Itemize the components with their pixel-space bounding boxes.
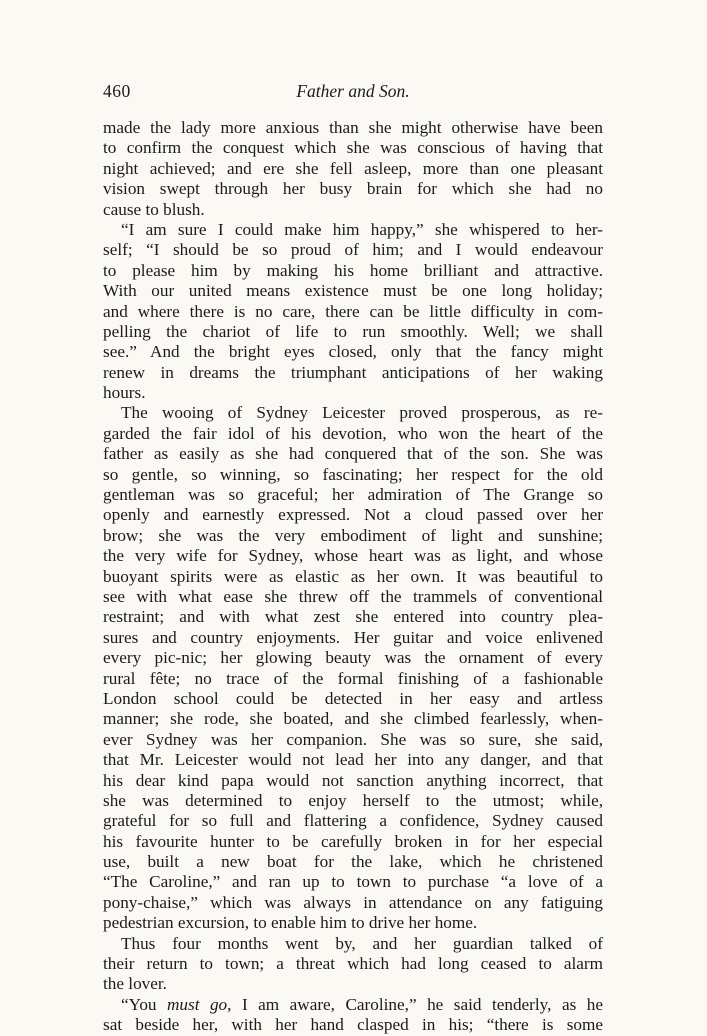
text-line: the very wife for Sydney, whose heart was as light, and whose [103, 546, 603, 566]
text-line: buoyant spirits were as elastic as her own. It was beautiful to [103, 566, 603, 586]
page-number: 460 [103, 81, 131, 101]
text-line: pelling the chariot of life to run smoothly. Well; we shall [103, 321, 603, 341]
text-line: “The Caroline,” and ran up to town to purchase “a love of a [103, 872, 603, 892]
text-line: sures and country enjoyments. Her guitar and voice enlivened [103, 627, 603, 647]
text-line: cause to blush. [103, 199, 205, 219]
text-line: sat beside her, with her hand clasped in his; “there is some [103, 1015, 603, 1035]
text-line: gentleman was so graceful; her admiration of The Grange so [103, 485, 603, 505]
text-line: to please him by making his home brilliant and attractive. [103, 260, 603, 280]
text-line: his favourite hunter to be carefully broken in for her especial [103, 831, 603, 851]
text-line: grateful for so full and flattering a confidence, Sydney caused [103, 811, 603, 831]
text-line: restraint; and with what zest she entered into country plea- [103, 607, 603, 627]
text-line: made the lady more anxious than she might otherwise have been [103, 118, 603, 137]
text-line: see.” And the bright eyes closed, only that the fancy might [103, 342, 603, 362]
text-line: pedestrian excursion, to enable him to drive her home. [103, 913, 478, 933]
text-line: With our united means existence must be one long holiday; [103, 281, 603, 301]
text-line: renew in dreams the triumphant anticipations of her waking [103, 362, 603, 382]
text-line: see with what ease she threw off the trammels of conventional [103, 586, 603, 606]
text-line: brow; she was the very embodiment of light and sunshine; [103, 525, 603, 545]
text-line: “You must go, I am aware, Caroline,” he said tenderly, as he [121, 994, 603, 1014]
text-line: rural fête; no trace of the formal finishing of a fashionable [103, 668, 603, 688]
body-text [103, 118, 603, 1036]
text-line: every pic-nic; her glowing beauty was the ornament of every [103, 648, 603, 668]
text-line: father as easily as she had conquered that of the son. She was [103, 444, 603, 464]
text-line: London school could be detected in her easy and artless [103, 688, 603, 708]
text-line: night achieved; and ere she fell asleep, more than one pleasant [103, 158, 603, 178]
running-title: Father and Son. [296, 81, 410, 101]
text-line: hours. [103, 383, 146, 403]
text-line: his dear kind papa would not sanction anything incorrect, that [103, 770, 603, 790]
text-line: manner; she rode, she boated, and she climbed fearlessly, when- [103, 709, 603, 729]
text-line: The wooing of Sydney Leicester proved prosperous, as re- [121, 403, 603, 423]
text-line: ever Sydney was her companion. She was so sure, she said, [103, 729, 603, 749]
text-line: garded the fair idol of his devotion, who won the heart of the [103, 423, 603, 443]
text-line: their return to town; a threat which had long ceased to alarm [103, 954, 603, 974]
text-line: so gentle, so winning, so fascinating; her respect for the old [103, 464, 603, 484]
text-line: vision swept through her busy brain for which she had no [103, 179, 603, 199]
text-line: Thus four months went by, and her guardian talked of [121, 933, 603, 953]
text-line: to confirm the conquest which she was conscious of having that [103, 138, 603, 158]
text-line: that Mr. Leicester would not lead her into any danger, and that [103, 750, 603, 770]
text-line: openly and earnestly expressed. Not a cloud passed over her [103, 505, 603, 525]
text-line: pony-chaise,” which was always in attendance on any fatiguing [103, 892, 603, 912]
text-line: the lover. [103, 974, 167, 994]
text-line: “I am sure I could make him happy,” she whispered to her- [121, 219, 603, 239]
text-line: and where there is no care, there can be little difficulty in com- [103, 301, 603, 321]
text-line: use, built a new boat for the lake, which he christened [103, 852, 603, 872]
text-line: she was determined to enjoy herself to the utmost; while, [103, 790, 603, 810]
text-line: self; “I should be so proud of him; and I would endeavour [103, 240, 603, 260]
page-header [103, 81, 603, 105]
